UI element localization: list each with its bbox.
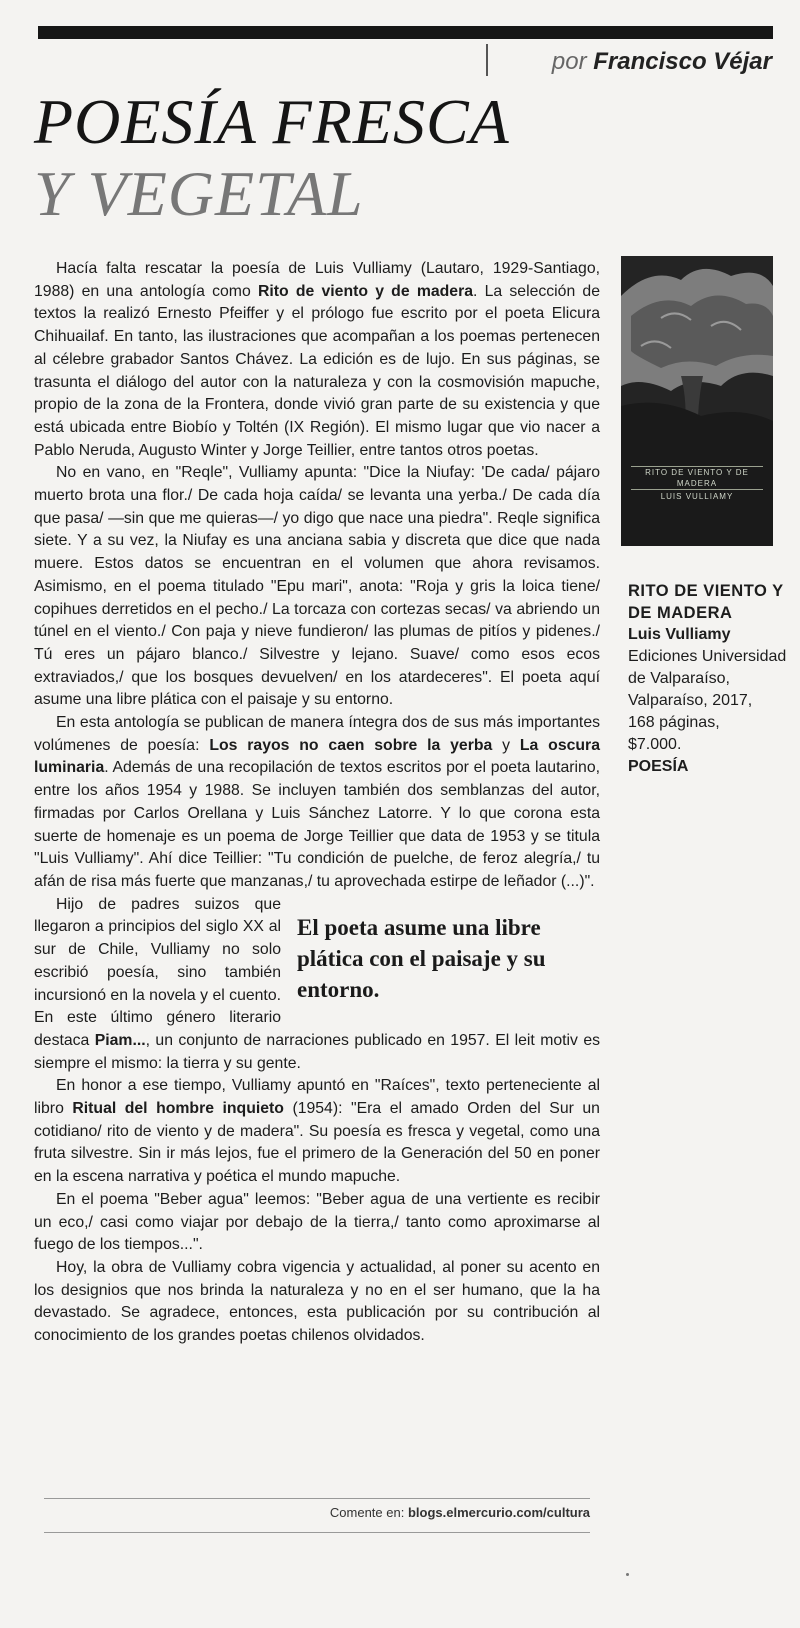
- article-body: [34, 258, 600, 1348]
- cover-title: RITO DE VIENTO Y DE MADERA: [631, 466, 763, 490]
- footer-rule-top: [44, 1498, 590, 1499]
- paragraph-7: [34, 1257, 600, 1348]
- cover-author: LUIS VULLIAMY: [660, 492, 734, 501]
- book-place-year: Valparaíso, 2017,: [628, 692, 753, 709]
- book-title: La oscura luminaria: [34, 736, 600, 777]
- text-run: Hacía falta rescatar la poesía de Luis Vulliamy (Lautaro, 1929-Santiago, 1988) en una antología como: [34, 260, 600, 300]
- text-run: . La selección de textos la realizó Ernesto Pfeiffer y el prólogo fue escrito por el poeta Elicura Chihuailaf. En tanto, las ilustraciones que acompañan a los poemas pertenecen al célebre grabador Santos Chávez. La edición es de lujo. En sus páginas, se trasunta el diálogo del autor con la naturaleza y con la cosmovisión mapuche, propio de la zona de la Frontera, donde vivió gran parte de su existencia y que está ubicada entre Biobío y Toltén (IX Región). El mismo lugar que vio nacer a Pablo Neruda, Augusto Winter y Jorge Teillier, entre tantos otros poetas.: [34, 282, 601, 459]
- book-title: Ritual del hombre inquieto: [72, 1100, 284, 1118]
- text-run: , un conjunto de narraciones publicado en 1957. El leit motiv es siempre el mismo: la tierra y su gente.: [34, 1031, 600, 1072]
- text-run: . Además de una recopilación de textos escritos por el poeta lautarino, entre los años 1954 y 1988. Se incluyen también dos semblanzas del autor, firmadas por Carlos Orellana y Luis Sánchez Latorre. Y lo que corona esta suerte de homenaje es un poema de Jorge Teillier que data de 1953 y se titula "Luis Vulliamy". Ahí dice Teillier: "Tu condición de puelche, de feroz alegría,/ tu afán de risa más fuerte que manzanas,/ tu aprovechada estirpe de leñador (...)".: [34, 759, 600, 890]
- text-run: En esta antología se publican de manera íntegra dos de sus más importantes volúmenes de poesía:: [34, 714, 600, 754]
- print-speck: [626, 1573, 629, 1576]
- text-run: No en vano, en "Reqle", Vulliamy apunta: "Dice la Niufay: 'De cada/ pájaro muerto brota una flor./ De cada hoja caída/ se levanta una yerba./ De cada día que pasa/ —sin que me quieras—/ yo digo que nace una piedra". Reqle significa siete. Y a su vez, la Niufay es una anciana sabia y discreta que dice que nada muere. Estos datos se encuentran en el volumen que ahora revisamos. Asimismo, en el poema titulado "Epu mari", anota: "Roja y gris la loica tiene/ copihues derretidos en el pecho./ La torcaza con cortezas secas/ va abriendo un túnel en el viento./ Con paja y nieve fundieron/ las plumas de pitíos y pidenes./ Tú eres un pájaro blanco./ Silvestre y lejano. Suave/ como esos ecos extraviados,/ que los bosques devuelven/ en los atardeceres". El poeta aquí asume una libre plática con el paisaje y su entorno.: [34, 464, 600, 709]
- byline-divider: [486, 44, 488, 76]
- book-publisher: Ediciones Universidad de Valparaíso,: [628, 648, 787, 687]
- book-title-label: RITO DE VIENTO Y DE MADERA: [628, 582, 784, 622]
- text-run: En el poema "Beber agua" leemos: "Beber agua de una vertiente es recibir un eco,/ casi como viajar por debajo de la tierra,/ tanto como aproximarse al fuego de los tiempos...".: [34, 1190, 600, 1254]
- pull-quote: El poeta asume una libre plática con el paisaje y su entorno.: [297, 914, 546, 1002]
- book-price: $7.000.: [628, 736, 682, 753]
- byline-author: Francisco Véjar: [593, 48, 772, 75]
- title-line-2: Y VEGETAL: [34, 158, 364, 229]
- text-run: y: [492, 736, 520, 754]
- book-title: Piam...: [94, 1031, 146, 1049]
- text-run: Hijo de padres suizos que llegaron a principios del siglo XX al sur de Chile, Vulliamy no solo escribió poesía, sino también incursionó en la novela y el cuento. En este último género literario destaca: [34, 895, 281, 1049]
- book-title: Rito de viento y de madera: [257, 282, 474, 300]
- text-run: (1954): "Era el amado Orden del Sur un cotidiano/ rito de viento y de madera". Su poesía es fresca y vegetal, como una fruta silvestre. Sin ir más lejos, fue el primero de la Generación del 50 en poner en la escena narrativa y poética el mundo mapuche.: [34, 1100, 600, 1186]
- book-author: Luis Vulliamy: [628, 626, 731, 643]
- byline: [552, 48, 772, 76]
- article-title: [34, 86, 510, 230]
- paragraph-2: [34, 462, 600, 712]
- footer-link[interactable]: blogs.elmercurio.com/cultura: [407, 1505, 590, 1520]
- header-bar: [38, 26, 773, 39]
- text-run: En honor a ese tiempo, Vulliamy apuntó en "Raíces", texto perteneciente al libro: [34, 1077, 600, 1118]
- footer: [44, 1505, 590, 1520]
- book-pages: 168 páginas,: [628, 714, 720, 731]
- book-cover-image: [621, 256, 773, 546]
- book-info-card: [628, 580, 788, 778]
- book-title: Los rayos no caen sobre la yerba: [209, 736, 493, 754]
- tree-engraving-illustration: [621, 256, 773, 546]
- paragraph-5: [34, 1075, 600, 1189]
- paragraph-6: [34, 1189, 600, 1257]
- cover-text: [631, 466, 763, 502]
- title-line-1: POESÍA FRESCA: [34, 86, 510, 157]
- book-genre: POESÍA: [628, 758, 689, 775]
- paragraph-3: [34, 712, 600, 894]
- paragraph-1: [34, 258, 600, 462]
- footer-rule-bottom: [44, 1532, 590, 1533]
- byline-prefix: por: [551, 48, 587, 75]
- text-run: Hoy, la obra de Vulliamy cobra vigencia y actualidad, al poner su acento en los designios que nos brinda la naturaleza y no en el ser humano, que la ha devastado. Se agradece, entonces, esta publicación por su contribución al conocimiento de los grandes poetas chilenos olvidados.: [34, 1258, 600, 1345]
- footer-label: Comente en:: [329, 1505, 405, 1520]
